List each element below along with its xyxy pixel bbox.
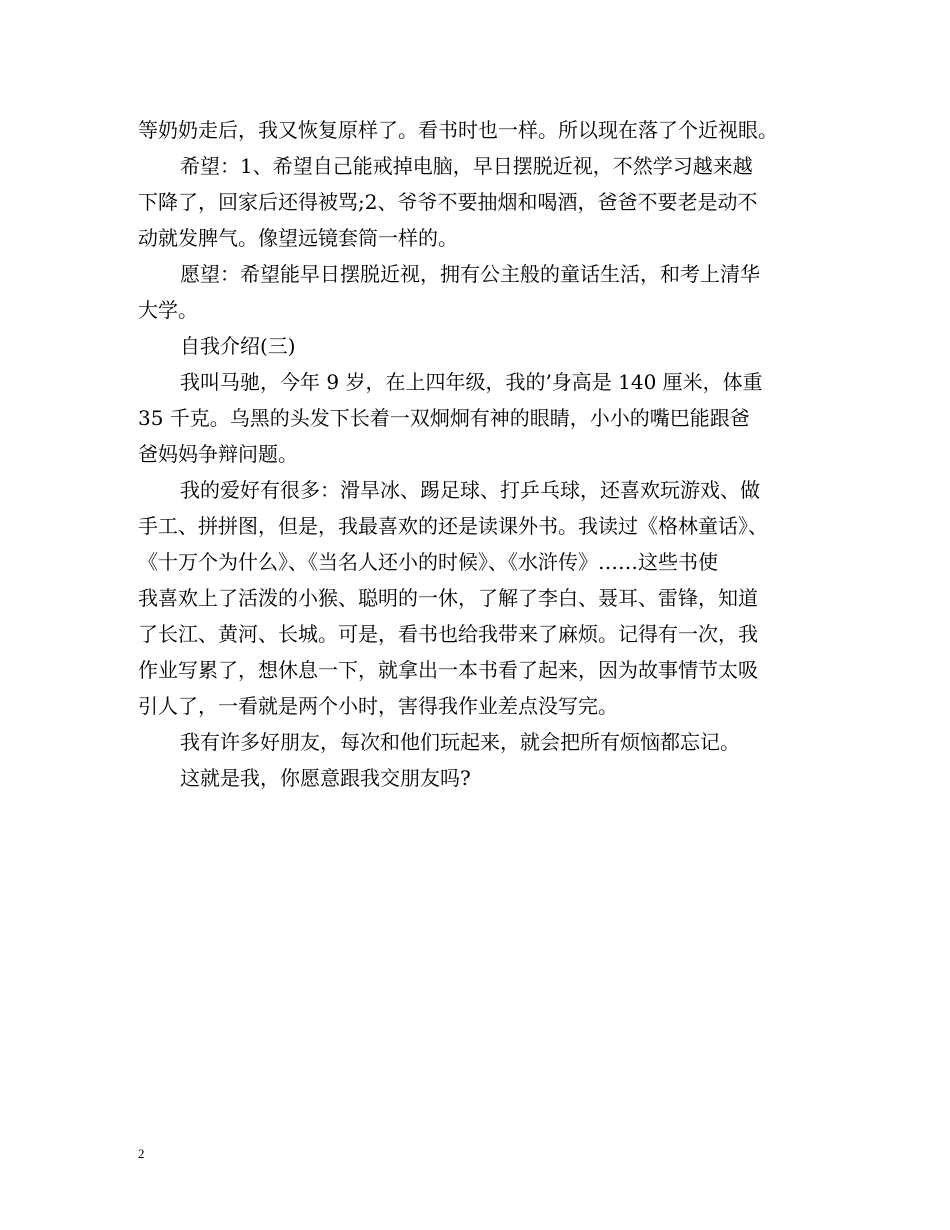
text-line: 等奶奶走后，我又恢复原样了。看书时也一样。所以现在落了个近视眼。 — [138, 118, 778, 142]
text-line: 手工、拼拼图，但是，我最喜欢的还是读课外书。我读过《格林童话》、 — [138, 514, 768, 538]
text-line: 下降了，回家后还得被骂;2、爷爷不要抽烟和喝酒，爸爸不要老是动不 — [138, 190, 758, 214]
text-line: 引人了，一看就是两个小时，害得我作业差点没写完。 — [138, 694, 618, 718]
page-number: 2 — [138, 1146, 145, 1161]
section-heading: 自我介绍(三) — [180, 334, 296, 358]
text-line: 我叫马驰，今年 9 岁，在上四年级，我的’身高是 140 厘米，体重 — [180, 370, 763, 394]
text-line: 了长江、黄河、长城。可是，看书也给我带来了麻烦。记得有一次，我 — [138, 622, 758, 646]
text-line: 这就是我，你愿意跟我交朋友吗? — [180, 766, 471, 790]
text-line: 《十万个为什么》、《当名人还小的时候》、《水浒传》……这些书使 — [138, 550, 718, 574]
text-line: 我有许多好朋友，每次和他们玩起来，就会把所有烦恼都忘记。 — [180, 730, 740, 754]
text-line: 愿望：希望能早日摆脱近视，拥有公主般的童话生活，和考上清华 — [180, 262, 760, 286]
text-line: 希望：1、希望自己能戒掉电脑，早日摆脱近视，不然学习越来越 — [180, 154, 753, 178]
text-line: 动就发脾气。像望远镜套筒一样的。 — [138, 226, 458, 250]
text-line: 大学。 — [138, 298, 198, 322]
text-line: 我的爱好有很多：滑旱冰、踢足球、打乒乓球，还喜欢玩游戏、做 — [180, 478, 760, 502]
text-line: 爸妈妈争辩问题。 — [138, 442, 298, 466]
text-line: 35 千克。乌黑的头发下长着一双炯炯有神的眼睛，小小的嘴巴能跟爸 — [138, 406, 750, 430]
text-line: 作业写累了，想休息一下，就拿出一本书看了起来，因为故事情节太吸 — [138, 658, 758, 682]
text-line: 我喜欢上了活泼的小猴、聪明的一休，了解了李白、聂耳、雷锋，知道 — [138, 586, 758, 610]
